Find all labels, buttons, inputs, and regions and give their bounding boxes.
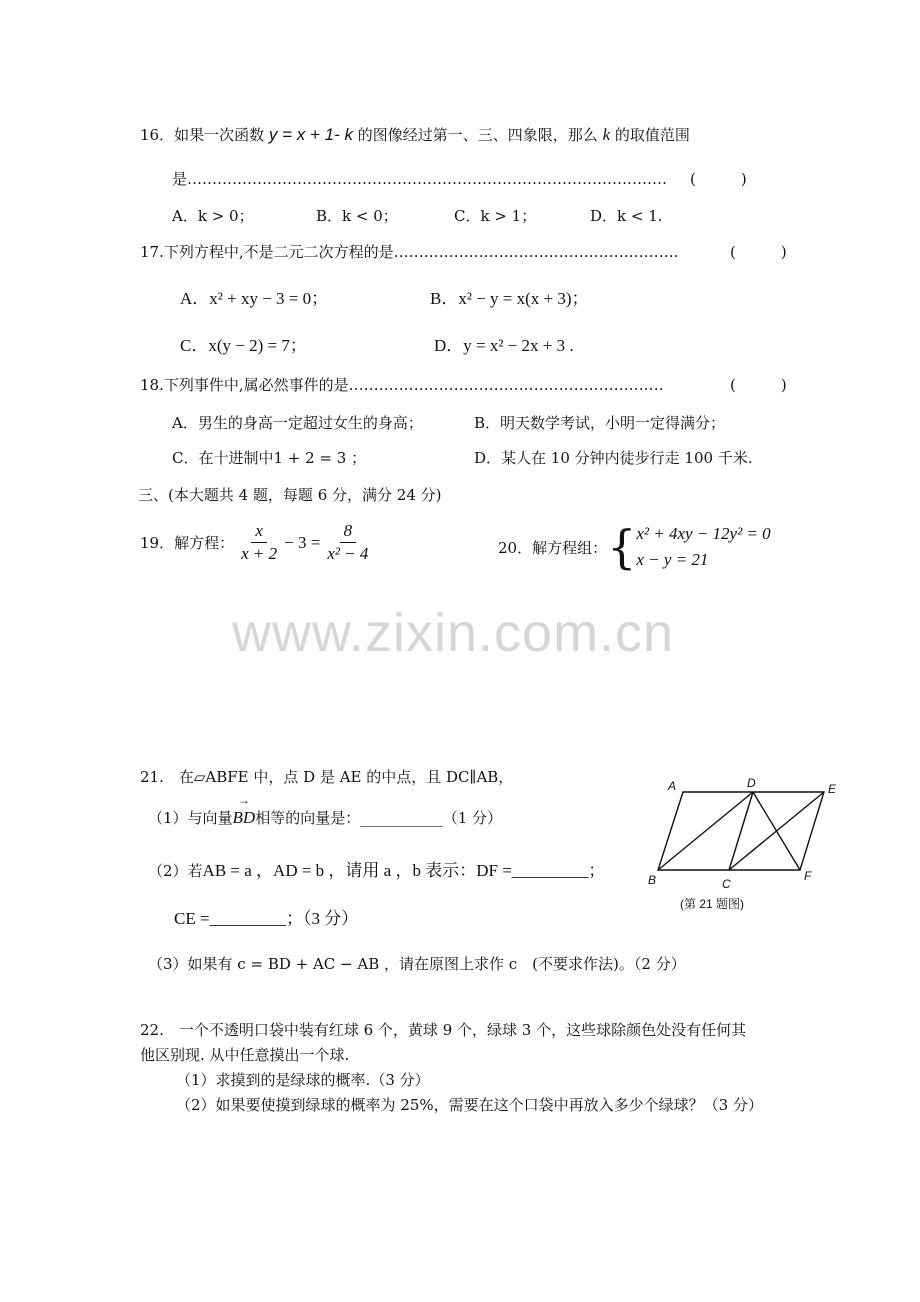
q21-part-2: （2）若AB = a ，AD = b ，请用 a ，b 表示：DF =_________；: [148, 861, 606, 880]
q16-option-a: A．k > 0；: [172, 207, 254, 225]
q17-option-a: A．x² + xy − 3 = 0；: [180, 289, 329, 308]
q22-stem-line2: 他区别现. 从中任意摸出一个球.: [140, 1046, 350, 1064]
q19: 19．解方程： $\frac{x}{x + 2}$ − 3 = $\frac{8}{\text{x² − 4}}$: [140, 520, 375, 565]
segment-dc: [729, 792, 753, 870]
q22-part-2: （2）如果要使摸到绿球的概率为 25%，需要在这个口袋中再放入多少个绿球？（3 分）: [176, 1096, 763, 1114]
watermark: www.zixin.com.cn: [232, 603, 675, 663]
q16-option-b: B．k < 0；: [316, 207, 398, 225]
q20: [498, 521, 771, 573]
q16-stem-line2: 是……………………………………………………………………………………: [172, 170, 668, 188]
q20-equation-1: x² + 4xy − 12y² = 0: [636, 524, 771, 543]
q16-option-d: D．k < 1.: [590, 207, 663, 225]
q18-option-a: A．男生的身高一定超过女生的身高；: [172, 414, 423, 432]
q20-label: 20．解方程组：: [498, 538, 608, 557]
q22-stem-line1: 22. 一个不透明口袋中装有红球 6 个，黄球 9 个，绿球 3 个，这些球除颜色处没有任何其: [140, 1021, 747, 1039]
q21-part-2-ce: CE =_________；（3 分）: [174, 909, 359, 928]
q18-option-c: C．在十进制中1 + 2 = 3 ；: [172, 449, 367, 467]
q16-option-c: C．k > 1；: [454, 207, 537, 225]
q18-option-d: D．某人在 10 分钟内徒步行走 100 千米.: [474, 449, 753, 467]
q16-answer-paren: ( ): [690, 170, 747, 188]
q18-stem: 18.下列事件中,属必然事件的是………………………………………………………: [140, 376, 664, 394]
q21-part-3: （3）如果有 c = BD + AC − AB ，请在原图上求作 c (不要求作法)。（2 分）: [148, 955, 686, 973]
q18-answer-paren: ( ): [730, 376, 787, 394]
q16-function: y = x + 1- k: [268, 125, 353, 144]
q17-option-d: D．y = x² − 2x + 3 .: [434, 336, 574, 355]
q21-stem: 21. 在▱ABFE 中，点 D 是 AE 的中点，且 DC∥AB，: [140, 768, 514, 786]
q19-fraction-2: $\frac{8}{\text{x² − 4}}$: [327, 521, 369, 563]
q18-option-b: B．明天数学考试，小明一定得满分；: [474, 414, 726, 432]
figure-caption: (第 21 题图): [680, 897, 745, 911]
q17-option-c: C．x(y − 2) = 7；: [180, 336, 307, 355]
point-label-c: C: [722, 877, 731, 891]
q17-option-b: B．x² − y = x(x + 3)；: [430, 289, 589, 308]
system-brace: {: [607, 520, 637, 574]
q19-label: 19．解方程：: [140, 534, 235, 552]
q20-system: [636, 521, 770, 573]
vector-bd: → BD: [233, 808, 256, 828]
point-label-d: D: [747, 778, 756, 790]
q20-equation-2: x − y = 21: [636, 550, 709, 569]
q16-stem: 16．如果一次函数 y = x + 1- k 的图像经过第一、三、四象限，那么 k 的取值范围: [140, 125, 690, 144]
segment-bd: [658, 792, 753, 870]
q22-part-1: （1）求摸到的是绿球的概率.（3 分）: [176, 1071, 430, 1089]
section-3-heading: 三、(本大题共 4 题，每题 6 分，满分 24 分): [138, 486, 442, 504]
q17-answer-paren: ( ): [730, 243, 787, 261]
point-label-f: F: [804, 869, 812, 883]
q19-fraction-1: $\frac{x}{x + 2}$: [241, 521, 278, 563]
point-label-b: B: [648, 873, 657, 887]
point-label-e: E: [828, 782, 837, 796]
q17-stem: 17.下列方程中,不是二元二次方程的是…………………………………………………: [140, 243, 679, 261]
q21-parallelogram-figure: [640, 778, 840, 918]
point-label-a: A: [668, 779, 677, 793]
segment-ce: [729, 792, 824, 870]
q21-part-1: （1）与向量→ BD相等的向量是：___________（1 分）: [148, 807, 502, 828]
